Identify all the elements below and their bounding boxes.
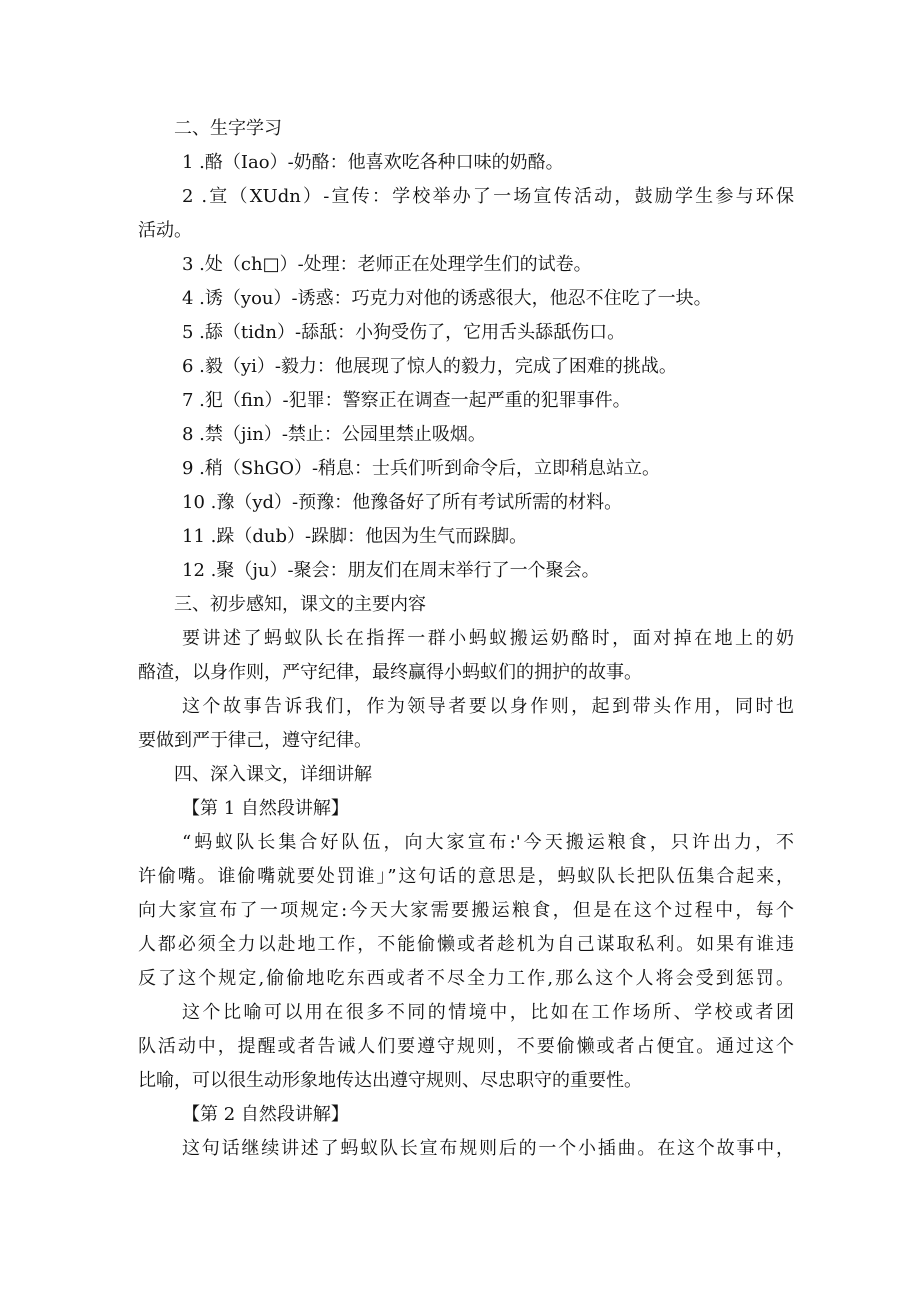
vocab-item-3: 3 .处（ch□）-处理：老师正在处理学生们的试卷。 (182, 254, 592, 275)
paragraph-2-line-1: 这句话继续讲述了蚂蚁队长宣布规则后的一个小插曲。在这个故事中， (182, 1138, 794, 1159)
summary-paragraph-line-2: 酪渣，以身作则，严守纪律，最终赢得小蚂蚁们的拥护的故事。 (138, 662, 642, 683)
vocab-item-6: 6 .毅（yi）-毅力：他展现了惊人的毅力，完成了困难的挑战。 (182, 356, 677, 377)
vocab-item-10: 10 .豫（yd）-预豫：他豫备好了所有考试所需的材料。 (182, 492, 623, 513)
metaphor-paragraph-line-1: 这个比喻可以用在很多不同的情境中，比如在工作场所、学校或者团 (182, 1002, 794, 1023)
vocab-item-8: 8 .禁（jin）-禁止：公园里禁止吸烟。 (182, 424, 486, 445)
metaphor-paragraph-line-3: 比喻，可以很生动形象地传达出遵守规则、尽忠职守的重要性。 (138, 1070, 642, 1091)
moral-paragraph-line-1: 这个故事告诉我们，作为领导者要以身作则，起到带头作用，同时也 (182, 696, 794, 717)
summary-paragraph-line-1: 要讲述了蚂蚁队长在指挥一群小蚂蚁搬运奶酪时，面对掉在地上的奶 (182, 628, 794, 649)
moral-paragraph-line-2: 要做到严于律己，遵守纪律。 (138, 730, 372, 751)
section-heading-2: 二、生字学习 (174, 118, 282, 139)
vocab-item-2-continued: 活动。 (138, 220, 192, 241)
section-heading-4: 四、深入课文，详细讲解 (174, 764, 372, 785)
paragraph-1-line-5: 反了这个规定,偷偷地吃东西或者不尽全力工作,那么这个人将会受到惩罚。 (138, 968, 794, 989)
vocab-item-12: 12 .聚（ju）-聚会：朋友们在周末举行了一个聚会。 (182, 560, 600, 581)
metaphor-paragraph-line-2: 队活动中，提醒或者告诫人们要遵守规则，不要偷懒或者占便宜。通过这个 (138, 1036, 794, 1057)
paragraph-1-title: 【第 1 自然段讲解】 (182, 798, 349, 819)
section-heading-3: 三、初步感知，课文的主要内容 (174, 594, 426, 615)
paragraph-1-line-3: 向大家宣布了一项规定:今天大家需要搬运粮食，但是在这个过程中，每个 (138, 900, 794, 921)
vocab-item-9: 9 .稍（ShGO）-稍息：士兵们听到命令后，立即稍息站立。 (182, 458, 661, 479)
vocab-item-4: 4 .诱（you）-诱惑：巧克力对他的诱惑很大，他忍不住吃了一块。 (182, 288, 712, 309)
vocab-item-2: 2 .宣（XUdn）-宣传：学校举办了一场宣传活动，鼓励学生参与环保 (182, 186, 794, 207)
vocab-item-7: 7 .犯（fin）-犯罪：警察正在调查一起严重的犯罪事件。 (182, 390, 631, 411)
paragraph-1-line-2: 许偷嘴。谁偷嘴就要处罚谁」”这句话的意思是，蚂蚁队长把队伍集合起来， (138, 866, 794, 887)
paragraph-2-title: 【第 2 自然段讲解】 (182, 1104, 349, 1125)
paragraph-1-line-4: 人都必须全力以赴地工作，不能偷懒或者趁机为自己谋取私利。如果有谁违 (138, 934, 794, 955)
vocab-item-11: 11 .跺（dub）-跺脚：他因为生气而跺脚。 (182, 526, 528, 547)
paragraph-1-line-1: “蚂蚁队长集合好队伍，向大家宣布:'今天搬运粮食，只许出力，不 (182, 832, 794, 853)
vocab-item-5: 5 .舔（tidn）-舔舐：小狗受伤了，它用舌头舔舐伤口。 (182, 322, 626, 343)
document-page (138, 112, 794, 1166)
vocab-item-1: 1 .酪（Iao）-奶酪：他喜欢吃各种口味的奶酪。 (182, 152, 564, 173)
